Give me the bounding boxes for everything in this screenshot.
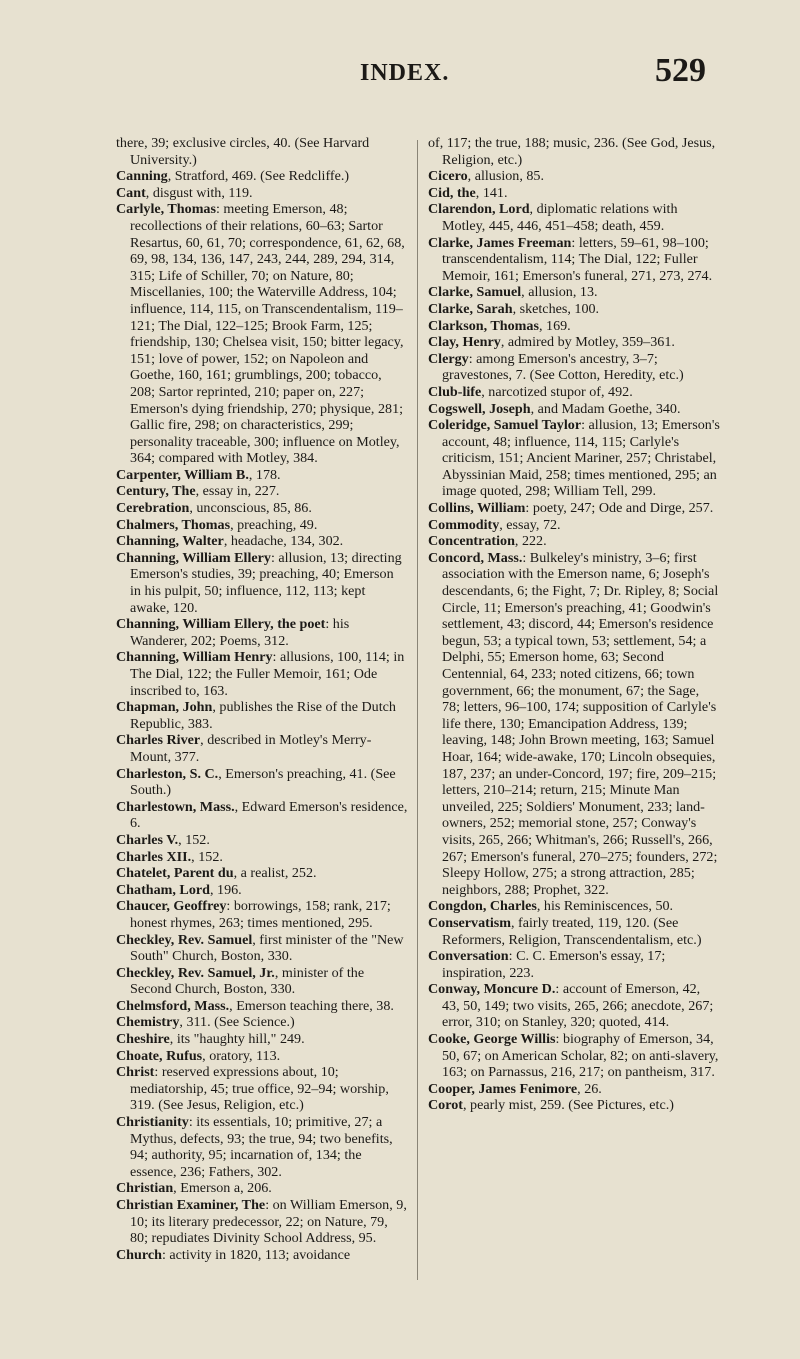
index-entry-heading: Conservatism [428,914,511,931]
index-entry [116,550,408,616]
index-entry [116,500,408,517]
index-entry-heading: Channing, Walter [116,533,224,550]
index-entry-text: , 152. [191,848,223,865]
index-entry [428,401,720,418]
index-entry [116,467,408,484]
running-head-title: INDEX. [360,60,450,86]
index-entry-heading: Cant [116,184,146,201]
index-entry [116,168,408,185]
index-entry-heading: Charleston, S. C. [116,765,219,782]
index-entry-heading: Channing, William Ellery, the poet [116,616,326,633]
index-entry-text: : his Wanderer, 202; Poems, 312. [130,616,350,649]
index-entry-heading: Conway, Moncure D. [428,981,556,998]
index-entry-heading: Chapman, John [116,699,213,716]
index-entry [428,135,720,168]
index-entry [428,1031,720,1081]
index-entry [428,284,720,301]
index-entry-text: , diplomatic relations with Motley, 445, 446, 451–458; death, 459. [442,201,678,234]
index-entry-heading: Channing, William Ellery [116,549,271,566]
index-entry [428,517,720,534]
index-entry-heading: Christianity [116,1114,189,1131]
index-entry [116,533,408,550]
index-entry-heading: Conversation [428,948,509,965]
index-entry [116,1197,408,1247]
index-entry-text: : C. C. Emerson's essay, 17; inspiration, 223. [442,948,666,981]
index-entry [116,898,408,931]
index-entry-heading: Club-life [428,383,482,400]
index-entry-text: , 196. [209,881,242,898]
index-entry-text: : biography of Emerson, 34, 50, 67; on American Scholar, 82; on anti-slavery, 163; on Parnassus, 216, 217; on pantheism, 317. [442,1031,719,1081]
index-entry [116,1114,408,1180]
index-entry-text: , essay in, 227. [195,483,280,500]
index-entry-heading: Commodity [428,516,500,533]
index-entry-text: , 26. [577,1080,602,1097]
index-entry-text: , 222. [514,533,547,550]
index-entry [116,932,408,965]
index-entry-text: , Emerson a, 206. [173,1180,272,1197]
index-entry [428,168,720,185]
index-entry-text: there, 39; exclusive circles, 40. (See Harvard University.) [116,135,370,168]
index-entry-heading: Chatelet, Parent du [116,865,234,882]
index-entry-heading: Christ [116,1064,155,1081]
index-entry-text: , 169. [538,317,571,334]
index-entry-heading: Concentration [428,533,515,550]
index-entry-heading: Cheshire [116,1031,170,1048]
index-entry-heading: Charles River [116,732,201,749]
index-entry-text: : among Emerson's ancestry, 3–7; gravestones, 7. (See Cotton, Heredity, etc.) [442,350,684,384]
index-entry-heading: Checkley, Rev. Samuel [116,931,253,948]
index-entry-text: , essay, 72. [499,516,561,533]
index-entry [428,1081,720,1098]
index-entry-text: : account of Emerson, 42, 43, 50, 149; two visits, 265, 266; anecdote, 267; error, 310; on Stanley, 320; quoted, 414. [442,981,714,1031]
column-divider [417,140,418,1280]
index-entry-heading: Charlestown, Mass. [116,798,235,815]
index-entry [116,483,408,500]
index-entry [116,965,408,998]
index-entry [428,351,720,384]
index-entry-text: , Edward Emerson's residence, 6. [130,798,408,832]
index-entry-heading: Cerebration [116,500,190,517]
index-entry [116,865,408,882]
index-entry [428,235,720,285]
index-entry [428,981,720,1031]
index-entry-heading: Choate, Rufus [116,1047,203,1064]
index-entry-text: : letters, 59–61, 98–100; transcendentalism, 114; The Dial, 122; Fuller Memoir, 161; Emerson's funeral, 271, 273, 274. [442,234,713,284]
index-entry-heading: Clay, Henry [428,334,501,351]
index-entry [116,732,408,765]
index-entry-text: , first minister of the "New South" Church, Boston, 330. [130,931,404,965]
index-entry [428,185,720,202]
index-entry-text: , admired by Motley, 359–361. [500,334,675,351]
index-entry-text: , allusion, 85. [467,168,544,185]
index-entry-text: , fairly treated, 119, 120. (See Reformers, Religion, Transcendentalism, etc.) [442,914,702,948]
index-entry-text: , unconscious, 85, 86. [189,500,312,517]
index-entry-text: , his Reminiscences, 50. [536,898,674,915]
index-entry-heading: Chaucer, Geoffrey [116,898,227,915]
index-entry-text: , 311. (See Science.) [179,1014,295,1031]
page-number: 529 [655,52,706,89]
index-entry-heading: Clergy [428,350,469,367]
index-entry-heading: Cogswell, Joseph [428,400,531,417]
index-entry-heading: Checkley, Rev. Samuel, Jr. [116,964,275,981]
index-entry-heading: Carpenter, William B. [116,466,249,483]
index-entry [116,1031,408,1048]
index-entry [116,1064,408,1114]
index-entry [116,517,408,534]
index-entry [116,882,408,899]
index-entry-text: , narcotized stupor of, 492. [481,383,633,400]
index-entry [116,1014,408,1031]
index-entry-text: , pearly mist, 259. (See Pictures, etc.) [462,1097,674,1114]
index-entry-text: of, 117; the true, 188; music, 236. (See God, Jesus, Religion, etc.) [428,135,716,168]
index-entry-heading: Carlyle, Thomas [116,201,216,218]
index-entry-heading: Chelmsford, Mass. [116,997,230,1014]
index-entry-text: : activity in 1820, 113; avoidance [161,1246,351,1263]
index-entry-text: : allusion, 13; Emerson's account, 48; influence, 114, 115; Carlyle's criticism, 151; Ancient Mariner, 257; Christabel, Abyssinian Maid, 258; times mentioned, 295; an image quoted, 298; William Tell, 299. [442,417,720,500]
index-entry-heading: Century, The [116,483,196,500]
index-entry-heading: Chatham, Lord [116,881,210,898]
index-entry-heading: Chemistry [116,1014,180,1031]
index-entry-text: , preaching, 49. [230,516,318,533]
index-entry [116,616,408,649]
index-entry-text: : allusion, 13; directing Emerson's studies, 39; preaching, 40; Emerson in his pulpit, 50; influence, 112, 113; kept awake, 120. [130,549,402,616]
index-entry-text: , its "haughty hill," 249. [169,1031,305,1048]
index-entry-heading: Charles V. [116,831,179,848]
index-entry-text: , sketches, 100. [512,300,600,317]
index-entry-heading: Cooke, George Willis [428,1031,556,1048]
index-entry [428,1097,720,1114]
index-entry [116,185,408,202]
index-entry-heading: Clarke, Samuel [428,284,522,301]
index-entry-text: , publishes the Rise of the Dutch Republic, 383. [130,699,396,732]
index-entry-text: , described in Motley's Merry-Mount, 377. [130,732,372,765]
index-entry-heading: Chalmers, Thomas [116,516,231,533]
index-entry-text: , 141. [475,184,508,201]
index-column-left [116,135,408,1263]
index-entry-heading: Christian [116,1180,174,1197]
index-entry-text: , a realist, 252. [233,865,317,882]
index-entry-heading: Cid, the [428,184,476,201]
index-entry-text: , allusion, 13. [521,284,598,301]
index-entry-heading: Charles XII. [116,848,192,865]
index-entry [428,318,720,335]
index-entry [116,649,408,699]
index-entry-heading: Collins, William [428,500,526,517]
index-entry-heading: Canning [116,168,168,185]
index-entry [428,384,720,401]
index-entry-heading: Channing, William Henry [116,649,273,666]
index-entry-text: , 178. [248,466,281,483]
index-entry [428,417,720,500]
index-entry [116,1180,408,1197]
index-entry [116,699,408,732]
index-entry-text: , oratory, 113. [202,1047,281,1064]
index-entry-heading: Cooper, James Fenimore [428,1080,578,1097]
index-entry-text: , Stratford, 469. (See Redcliffe.) [167,168,350,185]
index-entry [428,533,720,550]
index-entry-text: : reserved expressions about, 10; mediatorship, 45; true office, 92–94; worship, 319. (See Jesus, Religion, etc.) [130,1064,389,1114]
index-entry [428,948,720,981]
index-entry [116,766,408,799]
index-entry-heading: Clarendon, Lord [428,201,530,218]
index-entry-text: , 152. [178,831,210,848]
index-entry-heading: Clarke, Sarah [428,300,513,317]
index-entry-heading: Congdon, Charles [428,898,537,915]
index-entry [428,898,720,915]
index-entry [428,301,720,318]
index-entry-text: , disgust with, 119. [145,184,253,201]
index-entry-heading: Concord, Mass. [428,549,523,566]
index-entry-heading: Clarkson, Thomas [428,317,539,334]
index-entry-text: : poety, 247; Ode and Dirge, 257. [525,500,714,517]
index-entry [116,849,408,866]
index-entry [116,832,408,849]
index-entry [428,500,720,517]
index-entry-text: : allusions, 100, 114; in The Dial, 122; the Fuller Memoir, 161; Ode inscribed to, 163. [130,649,405,699]
index-entry [116,135,408,168]
index-entry-text: : its essentials, 10; primitive, 27; a Mythus, defects, 93; the true, 94; two benefits, 94; authority, 95; incarnation of, 134; the essence, 236; Fathers, 302. [130,1114,393,1180]
index-entry-text: : Bulkeley's ministry, 3–6; first association with the Emerson name, 6; Joseph's descendants, 6; the Fight, 7; Dr. Ripley, 8; Social Circle, 11; Emerson's preaching, 41; Goodwin's settlement, 43; discord, 44; Emerson's residence begun, 53; a typical town, 53; settlement, 54; a Delphi, 55; Emerson home, 63; Second Centennial, 64, 233; noted citizens, 66; town government, 66; the monument, 67; the Sage, 78; letters, 96–100, 174; supposition of Carlyle's life there, 130; Emancipation Address, 139; leaving, 148; John Brown meeting, 163; Samuel Hoar, 164; wide-awake, 170; Lincoln obsequies, 187, 237; an under-Concord, 197; fire, 209–215; letters, 210–214; return, 215; Minute Man unveiled, 225; Soldiers' Monument, 233; land-owners, 252; memorial stone, 257; Conway's visits, 265, 266; Whitman's, 266; Russell's, 266, 267; Emerson's funeral, 270–275; founders, 272; Sleepy Hollow, 275; a strong attraction, 285; neighbors, 288; Prophet, 322. [442,549,719,898]
index-entry [116,1247,408,1264]
index-entry-text: , Emerson teaching there, 38. [229,997,394,1014]
index-entry [428,201,720,234]
index-entry-heading: Church [116,1246,162,1263]
index-entry-heading: Christian Examiner, The [116,1197,266,1213]
index-entry-heading: Cicero [428,168,468,185]
index-entry [116,1048,408,1065]
index-entry [116,799,408,832]
index-entry [116,998,408,1015]
index-entry-text: , and Madam Goethe, 340. [530,400,681,417]
index-entry [116,201,408,467]
index-entry-text: : on William Emerson, 9, 10; its literary predecessor, 22; on Nature, 79, 80; repudiates Divinity School Address, 95. [130,1197,407,1247]
index-entry [428,334,720,351]
index-entry [428,550,720,898]
index-entry-heading: Coleridge, Samuel Taylor [428,417,582,434]
index-entry [428,915,720,948]
index-entry-text: : borrowings, 158; rank, 217; honest rhymes, 263; times mentioned, 295. [130,898,391,931]
index-entry-text: , headache, 134, 302. [223,533,344,550]
index-entry-text: , Emerson's preaching, 41. (See South.) [130,765,396,799]
index-entry-heading: Clarke, James Freeman [428,234,572,251]
index-column-right [428,135,720,1114]
index-entry-text: : meeting Emerson, 48; recollections of their relations, 60–63; Sartor Resartus, 60, 61, 70; correspondence, 61, 62, 68, 69, 98, 134, 136, 147, 243, 244, 289, 294, 314, 315; Life of Schiller, 70; on Nature, 80; Miscellanies, 100; the Waterville Address, 104; influence, 114, 115, on Transcendentalism, 119–121; The Dial, 122–125; Brook Farm, 125; friendship, 130; Chelsea visit, 150; bitter legacy, 151; love of power, 152; on Napoleon and Goethe, 160, 161; grumblings, 200; tobacco, 208; Sartor reprinted, 210; paper on, 227; Emerson's dying friendship, 270; physique, 281; Gallic fire, 298; on characteristics, 299; personality traceable, 300; influence on Motley, 364; compared with Motley, 384. [130,201,405,467]
index-entry-heading: Corot [428,1097,463,1114]
index-entry-text: , minister of the Second Church, Boston, 330. [130,964,365,998]
